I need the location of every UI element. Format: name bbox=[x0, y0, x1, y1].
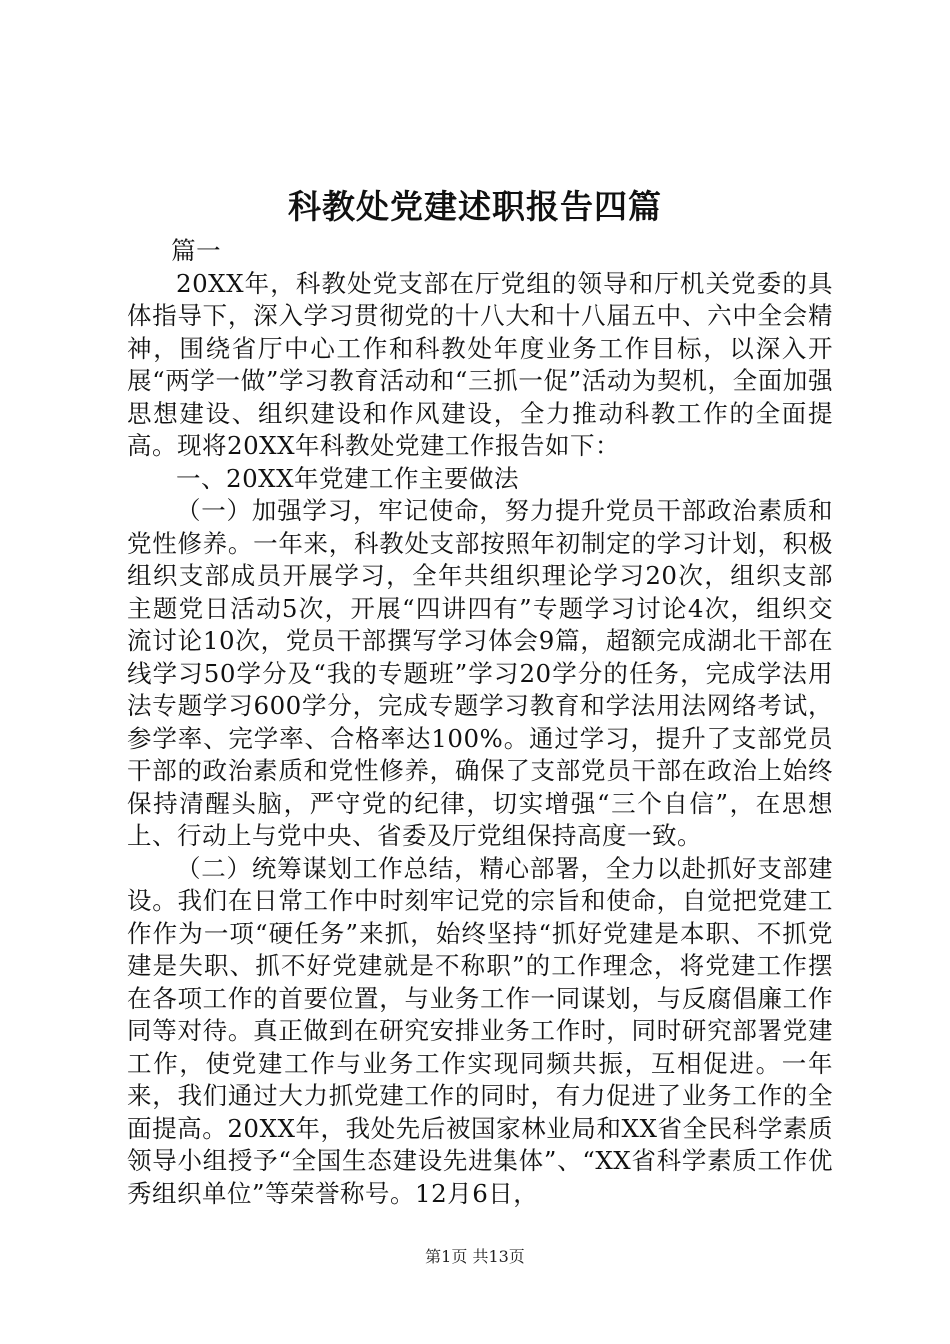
section-heading: 一、20XX年党建工作主要做法 bbox=[176, 463, 520, 493]
paragraph-planning: （二）统筹谋划工作总结，精心部署，全力以赴抓好支部建设。我们在日常工作中时刻牢记党的宗旨和使命，自觉把党建工作作为一项“硬任务”来抓，始终坚持“抓好党建是本职、不抓党建是失职、抓不好党建就是不称职”的工作理念，将党建工作摆在各项工作的首要位置，与业务工作一同谋划，与反腐倡廉工作同等对待。真正做到在研究安排业务工作时，同时研究部署党建工作，使党建工作与业务工作实现同频共振，互相促进。一年来，我们通过大力抓党建工作的同时，有力促进了业务工作的全面提高。20XX年，我处先后被国家林业局和XX省全民科学素质领导小组授予“全国生态建设先进集体”、“XX省科学素质工作优秀组织单位”等荣誉称号。12月6日， bbox=[127, 853, 833, 1208]
section-label: 篇一 bbox=[171, 236, 222, 265]
paragraph-intro: 20XX年，科教处党支部在厅党组的领导和厅机关党委的具体指导下，深入学习贯彻党的十八大和十八届五中、六中全会精神，围绕省厅中心工作和科教处年度业务工作目标，以深入开展“两学一做”学习教育活动和“三抓一促”活动为契机，全面加强思想建设、组织建设和作风建设，全力推动科教工作的全面提高。现将20XX年科教处党建工作报告如下： bbox=[127, 268, 833, 460]
document-title: 科教处党建述职报告四篇 bbox=[288, 187, 662, 226]
page-footer: 第1页 共13页 bbox=[425, 1247, 525, 1266]
document-body bbox=[127, 235, 833, 1210]
paragraph-study: （一）加强学习，牢记使命，努力提升党员干部政治素质和党性修养。一年来，科教处支部按照年初制定的学习计划，积极组织支部成员开展学习，全年共组织理论学习20次，组织支部主题党日活动5次，开展“四讲四有”专题学习讨论4次，组织交流讨论10次，党员干部撰写学习体会9篇，超额完成湖北干部在线学习50学分及“我的专题班”学习20学分的任务，完成学法用法专题学习600学分，完成专题学习教育和学法用法网络考试，参学率、完学率、合格率达100%。通过学习，提升了支部党员干部的政治素质和党性修养，确保了支部党员干部在政治上始终保持清醒头脑，严守党的纪律，切实增强“三个自信”，在思想上、行动上与党中央、省委及厅党组保持高度一致。 bbox=[127, 496, 833, 850]
